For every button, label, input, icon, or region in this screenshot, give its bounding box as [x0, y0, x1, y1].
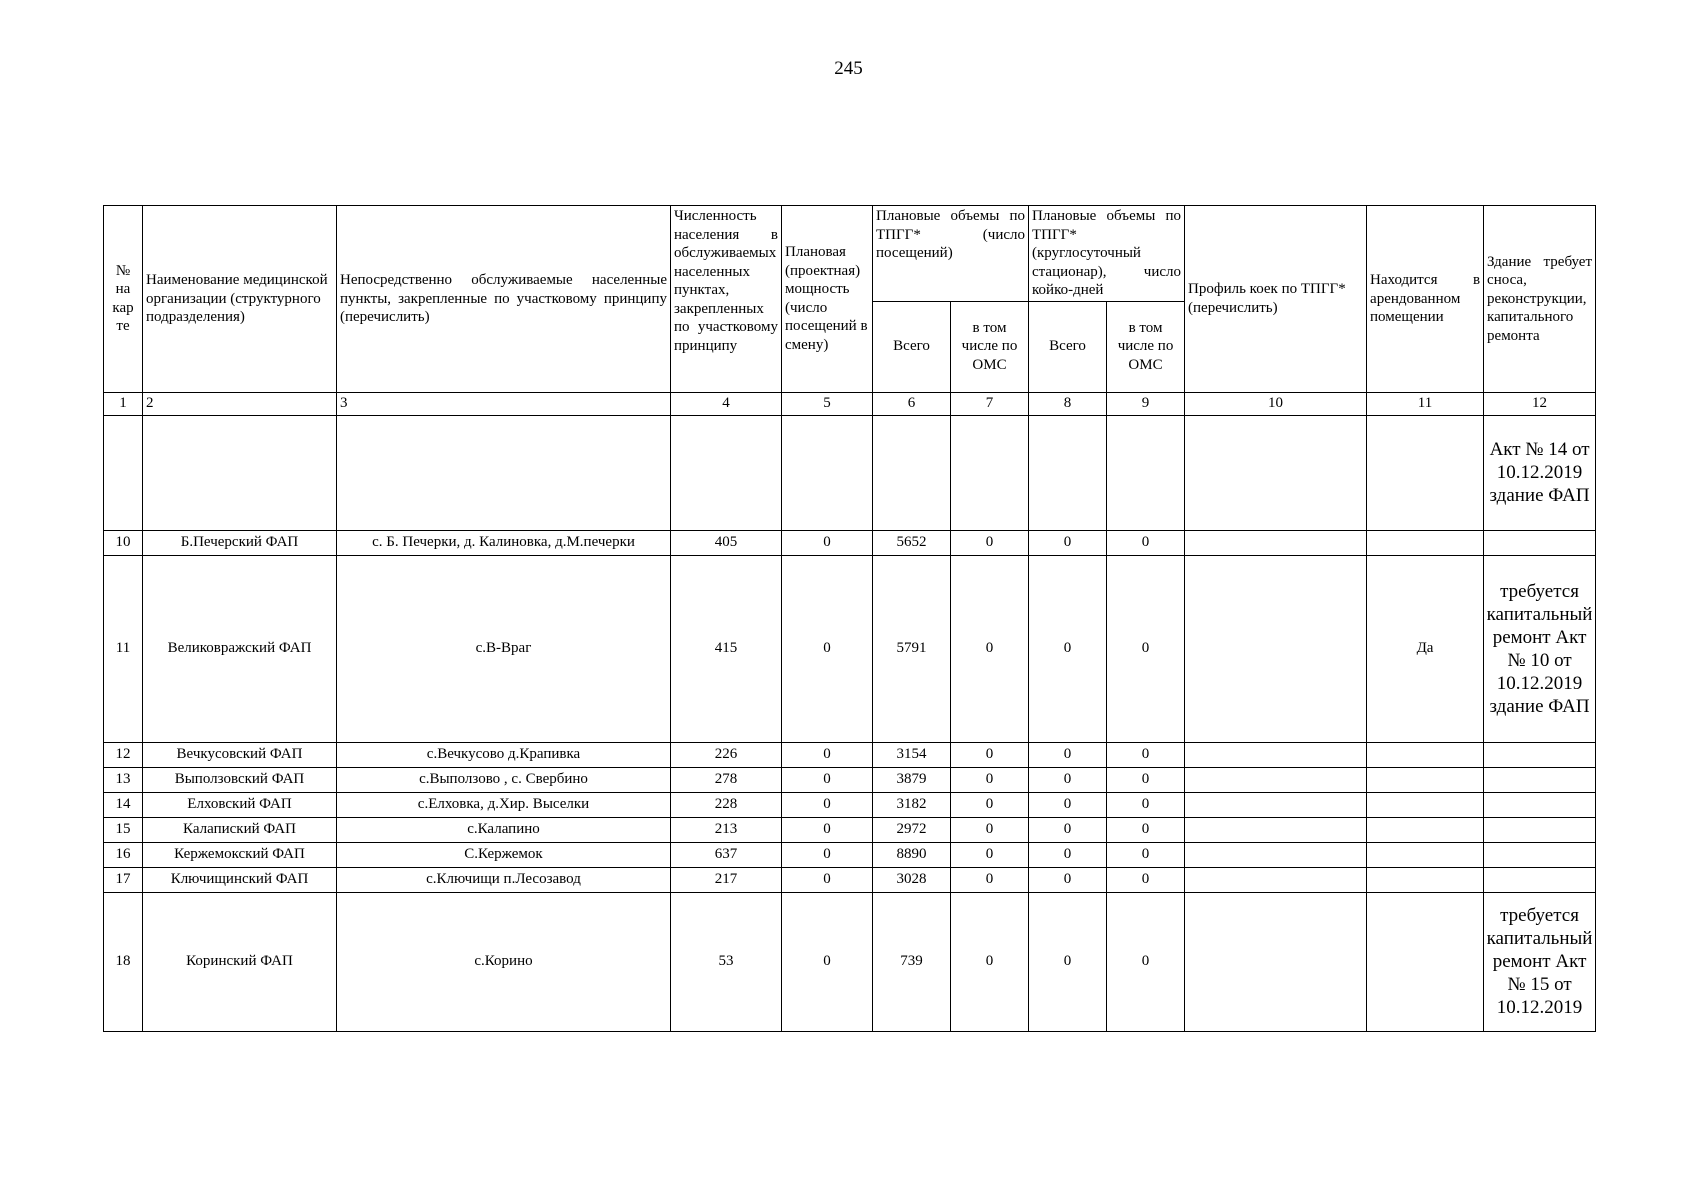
- beds-total: 0: [1029, 530, 1107, 555]
- building-note: [1484, 530, 1596, 555]
- visits-total: 739: [873, 892, 951, 1031]
- settlements: с.Елховка, д.Хир. Выселки: [337, 792, 671, 817]
- beds-total: 0: [1029, 555, 1107, 742]
- settlements: с.Корино: [337, 892, 671, 1031]
- column-number: 4: [671, 392, 782, 415]
- table-row: [104, 742, 1596, 767]
- bed-profile: [1185, 767, 1367, 792]
- table-row: [104, 867, 1596, 892]
- row-number: 18: [104, 892, 143, 1031]
- column-number: 3: [337, 392, 671, 415]
- population: 415: [671, 555, 782, 742]
- beds-oms: 0: [1107, 530, 1185, 555]
- row-number: 13: [104, 767, 143, 792]
- column-number: 8: [1029, 392, 1107, 415]
- visits-oms: 0: [951, 842, 1029, 867]
- organization-name: Кержемокский ФАП: [143, 842, 337, 867]
- column-number: 11: [1367, 392, 1484, 415]
- visits-oms: 0: [951, 742, 1029, 767]
- column-number: 7: [951, 392, 1029, 415]
- visits-oms: 0: [951, 867, 1029, 892]
- bed-profile: [1185, 530, 1367, 555]
- column-number: 5: [782, 392, 873, 415]
- capacity: 0: [782, 555, 873, 742]
- row-number: 15: [104, 817, 143, 842]
- settlements: с.Выползово , с. Свербино: [337, 767, 671, 792]
- rented: Да: [1367, 555, 1484, 742]
- column-number: 2: [143, 392, 337, 415]
- rented: [1367, 867, 1484, 892]
- table-row: [104, 555, 1596, 742]
- continuation-row: [104, 415, 1596, 530]
- table-row: [104, 842, 1596, 867]
- visits-total: 5791: [873, 555, 951, 742]
- bed-profile: [1185, 842, 1367, 867]
- building-note: [1484, 792, 1596, 817]
- beds-oms: 0: [1107, 742, 1185, 767]
- beds-total: 0: [1029, 792, 1107, 817]
- bed-profile: [1185, 867, 1367, 892]
- beds-total: 0: [1029, 842, 1107, 867]
- column-number: 9: [1107, 392, 1185, 415]
- table-row: [104, 530, 1596, 555]
- header-beds-oms: в том числе по ОМС: [1107, 301, 1185, 392]
- capacity: 0: [782, 842, 873, 867]
- data-rows: [104, 530, 1596, 1031]
- visits-oms: 0: [951, 817, 1029, 842]
- capacity: 0: [782, 867, 873, 892]
- visits-total: 3879: [873, 767, 951, 792]
- header-visits-total: Всего: [873, 301, 951, 392]
- population: 637: [671, 842, 782, 867]
- bed-profile: [1185, 792, 1367, 817]
- beds-total: 0: [1029, 742, 1107, 767]
- building-note: [1484, 767, 1596, 792]
- population: 53: [671, 892, 782, 1031]
- population: 278: [671, 767, 782, 792]
- rented: [1367, 792, 1484, 817]
- settlements: с.Калапино: [337, 817, 671, 842]
- header-bed-profile: Профиль коек по ТПГГ* (перечислить): [1185, 206, 1367, 393]
- organization-name: Калапиский ФАП: [143, 817, 337, 842]
- facilities-table: [103, 205, 1596, 1032]
- building-note: [1484, 867, 1596, 892]
- building-note: [1484, 842, 1596, 867]
- beds-oms: 0: [1107, 792, 1185, 817]
- settlements: с.Ключищи п.Лесозавод: [337, 867, 671, 892]
- column-number: 10: [1185, 392, 1367, 415]
- table-row: [104, 792, 1596, 817]
- row-number: 11: [104, 555, 143, 742]
- beds-oms: 0: [1107, 817, 1185, 842]
- visits-total: 8890: [873, 842, 951, 867]
- capacity: 0: [782, 530, 873, 555]
- column-number: 1: [104, 392, 143, 415]
- bed-profile: [1185, 742, 1367, 767]
- building-note: [1484, 742, 1596, 767]
- rented: [1367, 767, 1484, 792]
- capacity: 0: [782, 742, 873, 767]
- beds-oms: 0: [1107, 555, 1185, 742]
- header-rented: Находится в арендованном помещении: [1367, 206, 1484, 393]
- visits-total: 5652: [873, 530, 951, 555]
- capacity: 0: [782, 767, 873, 792]
- row-number: 10: [104, 530, 143, 555]
- organization-name: Вечкусовский ФАП: [143, 742, 337, 767]
- rented: [1367, 892, 1484, 1031]
- rented: [1367, 742, 1484, 767]
- beds-oms: 0: [1107, 867, 1185, 892]
- organization-name: Елховский ФАП: [143, 792, 337, 817]
- visits-total: 2972: [873, 817, 951, 842]
- visits-oms: 0: [951, 555, 1029, 742]
- organization-name: Коринский ФАП: [143, 892, 337, 1031]
- row-number: 16: [104, 842, 143, 867]
- beds-total: 0: [1029, 867, 1107, 892]
- visits-oms: 0: [951, 767, 1029, 792]
- population: 228: [671, 792, 782, 817]
- capacity: 0: [782, 817, 873, 842]
- organization-name: Ключищинский ФАП: [143, 867, 337, 892]
- header-visits-oms: в том числе по ОМС: [951, 301, 1029, 392]
- beds-oms: 0: [1107, 892, 1185, 1031]
- column-number: 12: [1484, 392, 1596, 415]
- row-number: 12: [104, 742, 143, 767]
- beds-oms: 0: [1107, 767, 1185, 792]
- organization-name: Выползовский ФАП: [143, 767, 337, 792]
- page-number: 245: [834, 58, 863, 79]
- building-note: требуется капитальный ремонт Акт № 10 от 10.12.2019 здание ФАП: [1484, 555, 1596, 742]
- header-planned-bed-days: Плановые объемы по ТПГГ* (круглосуточный стационар), число койко-дней: [1029, 206, 1185, 302]
- rented: [1367, 530, 1484, 555]
- settlements: С.Кержемок: [337, 842, 671, 867]
- beds-oms: 0: [1107, 842, 1185, 867]
- rented: [1367, 817, 1484, 842]
- table-row: [104, 767, 1596, 792]
- row-number: 17: [104, 867, 143, 892]
- population: 405: [671, 530, 782, 555]
- bed-profile: [1185, 892, 1367, 1031]
- header-capacity: Плановая (проектная) мощность (число посещений в смену): [782, 206, 873, 393]
- building-note: Акт № 14 от 10.12.2019 здание ФАП: [1484, 415, 1596, 530]
- organization-name: Б.Печерский ФАП: [143, 530, 337, 555]
- visits-oms: 0: [951, 892, 1029, 1031]
- bed-profile: [1185, 817, 1367, 842]
- header-population: Численность населения в обслуживаемых населенных пунктах, закрепленных по участковому принципу: [671, 206, 782, 393]
- table-row: [104, 892, 1596, 1031]
- organization-name: Великовражский ФАП: [143, 555, 337, 742]
- header-building-condition: Здание требует сноса, реконструкции, капитального ремонта: [1484, 206, 1596, 393]
- settlements: с.В-Враг: [337, 555, 671, 742]
- settlements: с. Б. Печерки, д. Калиновка, д.М.печерки: [337, 530, 671, 555]
- beds-total: 0: [1029, 817, 1107, 842]
- visits-total: 3028: [873, 867, 951, 892]
- building-note: [1484, 817, 1596, 842]
- rented: [1367, 842, 1484, 867]
- header-settlements: Непосредственно обслуживаемые населенные пункты, закрепленные по участковому принципу (перечислить): [337, 206, 671, 393]
- population: 217: [671, 867, 782, 892]
- settlements: с.Вечкусово д.Крапивка: [337, 742, 671, 767]
- population: 213: [671, 817, 782, 842]
- header-map-number: № на кар те: [104, 206, 143, 393]
- column-number-row: [104, 392, 1596, 415]
- capacity: 0: [782, 892, 873, 1031]
- bed-profile: [1185, 555, 1367, 742]
- population: 226: [671, 742, 782, 767]
- visits-oms: 0: [951, 792, 1029, 817]
- beds-total: 0: [1029, 892, 1107, 1031]
- visits-total: 3182: [873, 792, 951, 817]
- visits-total: 3154: [873, 742, 951, 767]
- header-beds-total: Всего: [1029, 301, 1107, 392]
- table-row: [104, 817, 1596, 842]
- row-number: 14: [104, 792, 143, 817]
- header-planned-visits: Плановые объемы по ТПГГ* (число посещений): [873, 206, 1029, 302]
- column-number: 6: [873, 392, 951, 415]
- visits-oms: 0: [951, 530, 1029, 555]
- capacity: 0: [782, 792, 873, 817]
- header-organization-name: Наименование медицинской организации (структурного подразделения): [143, 206, 337, 393]
- beds-total: 0: [1029, 767, 1107, 792]
- building-note: требуется капитальный ремонт Акт № 15 от 10.12.2019: [1484, 892, 1596, 1031]
- header-row-1: [104, 206, 1596, 302]
